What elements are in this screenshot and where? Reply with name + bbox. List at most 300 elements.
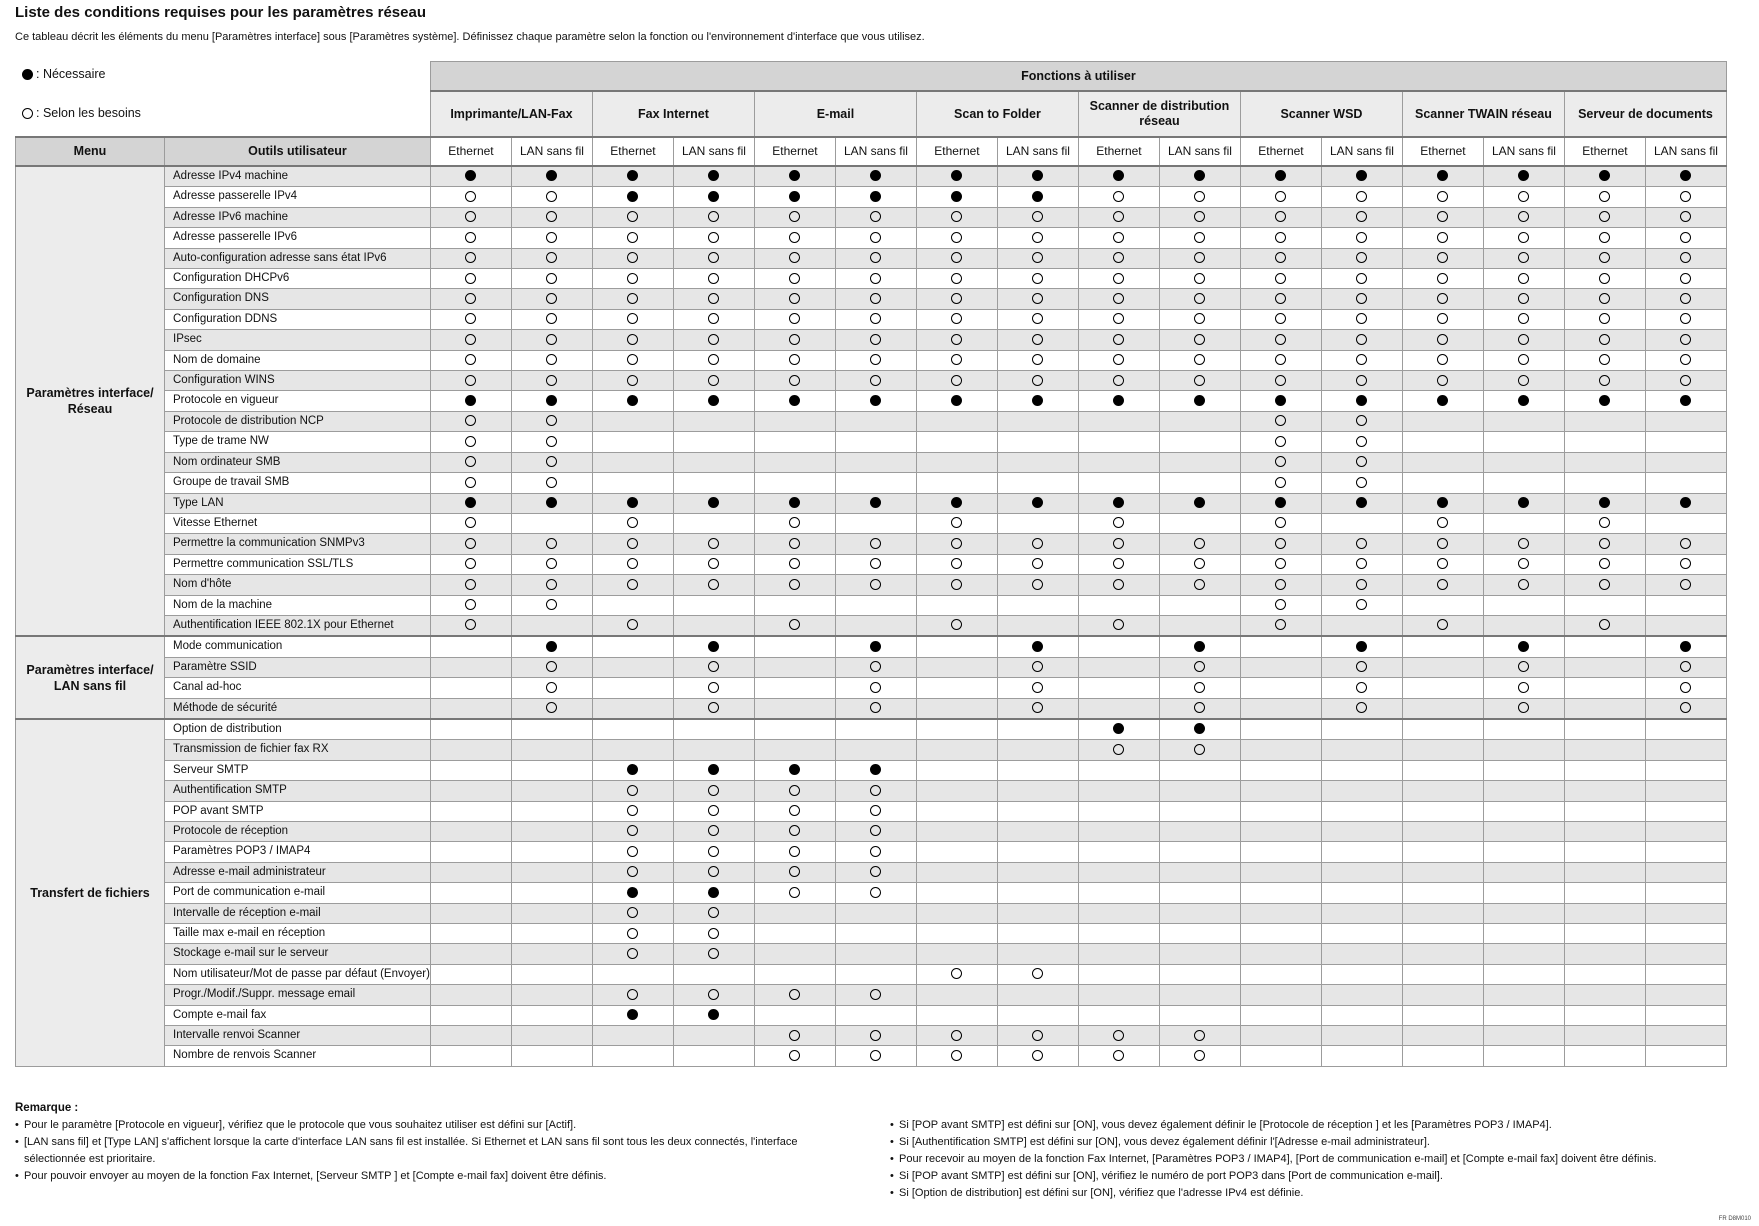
optional-mark-icon	[1356, 232, 1367, 243]
parameter-label: Protocole en vigueur	[165, 391, 431, 411]
value-cell	[511, 575, 592, 595]
required-mark-icon	[1518, 641, 1529, 652]
value-cell	[1564, 166, 1645, 187]
value-cell	[754, 842, 835, 862]
optional-mark-icon	[1194, 558, 1205, 569]
optional-mark-icon	[789, 989, 800, 1000]
value-cell	[1321, 883, 1402, 903]
value-cell	[835, 534, 916, 554]
remark-item: • [LAN sans fil] et [Type LAN] s'affichent lorsque la carte d'interface LAN sans fil est installée. Si Ethernet et LAN sans fil sont tous les deux connectés, l'interface sélectionnée est prioritaire.	[15, 1134, 845, 1168]
parameter-label: Nom ordinateur SMB	[165, 452, 431, 472]
value-cell	[1564, 575, 1645, 595]
required-mark-icon	[1113, 497, 1124, 508]
value-cell	[754, 228, 835, 248]
value-cell	[1321, 985, 1402, 1005]
value-cell	[1645, 760, 1726, 780]
conn-header-ethernet: Ethernet	[430, 137, 511, 166]
parameter-label: Nom de domaine	[165, 350, 431, 370]
value-cell	[1402, 187, 1483, 207]
required-mark-icon	[1518, 395, 1529, 406]
optional-mark-icon	[1194, 744, 1205, 755]
value-cell	[754, 289, 835, 309]
optional-mark-icon	[1194, 702, 1205, 713]
table-row	[16, 554, 1727, 574]
optional-mark-icon	[1518, 252, 1529, 263]
optional-mark-icon	[1194, 232, 1205, 243]
required-mark-icon	[1032, 170, 1043, 181]
value-cell	[835, 493, 916, 513]
optional-mark-icon	[708, 211, 719, 222]
value-cell	[1078, 698, 1159, 719]
optional-mark-icon	[1194, 211, 1205, 222]
value-cell	[1564, 228, 1645, 248]
value-cell	[1078, 309, 1159, 329]
value-cell	[1564, 985, 1645, 1005]
value-cell	[997, 615, 1078, 636]
value-cell	[1078, 1026, 1159, 1046]
value-cell	[754, 493, 835, 513]
required-mark-icon	[789, 191, 800, 202]
value-cell	[754, 554, 835, 574]
value-cell	[835, 801, 916, 821]
value-cell	[1321, 1005, 1402, 1025]
value-cell	[1321, 636, 1402, 657]
optional-mark-icon	[708, 232, 719, 243]
optional-mark-icon	[708, 661, 719, 672]
table-row	[16, 1046, 1727, 1066]
value-cell	[1483, 248, 1564, 268]
value-cell	[430, 309, 511, 329]
value-cell	[997, 842, 1078, 862]
optional-mark-icon	[870, 211, 881, 222]
parameter-label: Nom de la machine	[165, 595, 431, 615]
value-cell	[916, 740, 997, 760]
value-cell	[511, 411, 592, 431]
value-cell	[754, 781, 835, 801]
legend-required-label: : Nécessaire	[36, 67, 106, 81]
value-cell	[1159, 801, 1240, 821]
value-cell	[1564, 636, 1645, 657]
value-cell	[1240, 1026, 1321, 1046]
value-cell	[754, 534, 835, 554]
value-cell	[511, 1026, 592, 1046]
value-cell	[1159, 411, 1240, 431]
conn-header-ethernet: Ethernet	[1078, 137, 1159, 166]
value-cell	[1564, 615, 1645, 636]
value-cell	[916, 452, 997, 472]
value-cell	[835, 350, 916, 370]
required-mark-icon	[789, 170, 800, 181]
optional-mark-icon	[1194, 538, 1205, 549]
value-cell	[997, 1005, 1078, 1025]
table-row	[16, 269, 1727, 289]
optional-mark-icon	[1599, 232, 1610, 243]
optional-mark-icon	[1356, 293, 1367, 304]
required-mark-icon	[1518, 497, 1529, 508]
value-cell	[916, 924, 997, 944]
value-cell	[1402, 371, 1483, 391]
value-cell	[511, 166, 592, 187]
value-cell	[997, 391, 1078, 411]
value-cell	[1402, 534, 1483, 554]
value-cell	[754, 862, 835, 882]
optional-mark-icon	[1194, 661, 1205, 672]
optional-mark-icon	[789, 887, 800, 898]
table-row	[16, 924, 1727, 944]
group-header: Fax Internet	[592, 91, 754, 137]
value-cell	[1078, 883, 1159, 903]
parameter-label: Progr./Modif./Suppr. message email	[165, 985, 431, 1005]
table-row	[16, 166, 1727, 187]
optional-mark-icon	[1518, 375, 1529, 386]
optional-mark-icon	[870, 805, 881, 816]
value-cell	[592, 964, 673, 984]
optional-mark-icon	[708, 293, 719, 304]
value-cell	[1564, 207, 1645, 227]
optional-mark-icon	[1113, 252, 1124, 263]
value-cell	[1159, 391, 1240, 411]
optional-mark-icon	[789, 1030, 800, 1041]
value-cell	[430, 781, 511, 801]
optional-mark-icon	[1680, 538, 1691, 549]
value-cell	[754, 903, 835, 923]
required-mark-icon	[1356, 395, 1367, 406]
optional-mark-icon	[546, 334, 557, 345]
value-cell	[1159, 371, 1240, 391]
value-cell	[511, 903, 592, 923]
value-cell	[835, 760, 916, 780]
optional-mark-icon	[546, 538, 557, 549]
optional-mark-icon	[465, 538, 476, 549]
optional-mark-icon	[789, 825, 800, 836]
parameter-label: Méthode de sécurité	[165, 698, 431, 719]
value-cell	[1321, 822, 1402, 842]
value-cell	[673, 1005, 754, 1025]
required-mark-icon	[708, 887, 719, 898]
value-cell	[835, 371, 916, 391]
optional-mark-icon	[951, 334, 962, 345]
required-mark-icon	[1032, 497, 1043, 508]
value-cell	[592, 944, 673, 964]
value-cell	[1645, 698, 1726, 719]
value-cell	[1240, 698, 1321, 719]
optional-mark-icon	[627, 232, 638, 243]
optional-mark-icon	[870, 989, 881, 1000]
value-cell	[673, 248, 754, 268]
value-cell	[997, 924, 1078, 944]
value-cell	[592, 1046, 673, 1066]
value-cell	[430, 883, 511, 903]
value-cell	[1078, 657, 1159, 677]
value-cell	[1402, 330, 1483, 350]
optional-mark-icon	[870, 313, 881, 324]
value-cell	[1240, 309, 1321, 329]
value-cell	[997, 760, 1078, 780]
value-cell	[1645, 1005, 1726, 1025]
optional-mark-icon	[1680, 293, 1691, 304]
conn-header-wireless: LAN sans fil	[1321, 137, 1402, 166]
optional-mark-icon	[708, 252, 719, 263]
parameter-label: Adresse passerelle IPv6	[165, 228, 431, 248]
value-cell	[835, 166, 916, 187]
remarks-left	[15, 1100, 845, 1185]
optional-mark-icon	[465, 211, 476, 222]
value-cell	[916, 432, 997, 452]
optional-mark-icon	[1113, 313, 1124, 324]
value-cell	[1078, 513, 1159, 533]
value-cell	[1483, 432, 1564, 452]
value-cell	[1240, 760, 1321, 780]
optional-mark-icon	[708, 989, 719, 1000]
tools-header: Outils utilisateur	[165, 137, 431, 166]
value-cell	[916, 534, 997, 554]
group-header: E-mail	[754, 91, 916, 137]
value-cell	[592, 883, 673, 903]
value-cell	[673, 760, 754, 780]
value-cell	[1402, 760, 1483, 780]
value-cell	[511, 924, 592, 944]
value-cell	[997, 698, 1078, 719]
required-mark-icon	[1356, 641, 1367, 652]
optional-mark-icon	[465, 293, 476, 304]
optional-mark-icon	[789, 805, 800, 816]
value-cell	[1078, 391, 1159, 411]
optional-mark-icon	[1599, 579, 1610, 590]
optional-mark-icon	[951, 579, 962, 590]
optional-mark-icon	[627, 866, 638, 877]
value-cell	[511, 781, 592, 801]
remarks-right-list	[890, 1117, 1730, 1202]
value-cell	[754, 615, 835, 636]
value-cell	[673, 944, 754, 964]
value-cell	[1159, 657, 1240, 677]
value-cell	[916, 473, 997, 493]
value-cell	[916, 862, 997, 882]
value-cell	[997, 166, 1078, 187]
value-cell	[916, 371, 997, 391]
value-cell	[1564, 1005, 1645, 1025]
value-cell	[1078, 595, 1159, 615]
optional-mark-icon	[789, 785, 800, 796]
required-mark-icon	[465, 395, 476, 406]
optional-mark-icon	[1356, 538, 1367, 549]
value-cell	[1483, 534, 1564, 554]
optional-mark-icon	[1032, 558, 1043, 569]
value-cell	[1078, 187, 1159, 207]
optional-mark-icon	[1680, 334, 1691, 345]
value-cell	[592, 228, 673, 248]
optional-mark-icon	[951, 232, 962, 243]
optional-mark-icon	[465, 375, 476, 386]
value-cell	[1483, 944, 1564, 964]
remark-item: • Si [POP avant SMTP] est défini sur [ON], vous devez également définir le [Protocole de réception ] et les [Paramètres POP3 / IMAP4].	[890, 1117, 1730, 1134]
conn-header-ethernet: Ethernet	[754, 137, 835, 166]
optional-mark-icon	[546, 682, 557, 693]
value-cell	[1240, 350, 1321, 370]
optional-mark-icon	[1113, 191, 1124, 202]
category-cell: Transfert de fichiers	[16, 719, 165, 1066]
value-cell	[430, 207, 511, 227]
optional-mark-icon	[546, 375, 557, 386]
value-cell	[430, 575, 511, 595]
parameter-label: Taille max e-mail en réception	[165, 924, 431, 944]
table-row	[16, 309, 1727, 329]
required-mark-icon	[1680, 497, 1691, 508]
table-row	[16, 391, 1727, 411]
value-cell	[1159, 760, 1240, 780]
value-cell	[430, 473, 511, 493]
value-cell	[754, 924, 835, 944]
value-cell	[430, 657, 511, 677]
optional-mark-icon	[1113, 293, 1124, 304]
value-cell	[1321, 473, 1402, 493]
value-cell	[835, 513, 916, 533]
value-cell	[1321, 862, 1402, 882]
value-cell	[835, 985, 916, 1005]
value-cell	[1078, 842, 1159, 862]
optional-mark-icon	[546, 354, 557, 365]
value-cell	[1321, 1026, 1402, 1046]
value-cell	[1564, 187, 1645, 207]
table-row	[16, 801, 1727, 821]
value-cell	[1645, 964, 1726, 984]
optional-mark-icon	[1599, 517, 1610, 528]
value-cell	[754, 452, 835, 472]
value-cell	[511, 595, 592, 615]
value-cell	[1483, 289, 1564, 309]
table-row	[16, 371, 1727, 391]
value-cell	[1645, 473, 1726, 493]
parameter-label: Configuration WINS	[165, 371, 431, 391]
value-cell	[430, 1026, 511, 1046]
optional-mark-icon	[1518, 579, 1529, 590]
optional-mark-icon	[708, 682, 719, 693]
required-mark-icon	[1194, 723, 1205, 734]
value-cell	[592, 289, 673, 309]
optional-mark-icon	[1032, 273, 1043, 284]
value-cell	[1240, 534, 1321, 554]
value-cell	[1483, 985, 1564, 1005]
value-cell	[1483, 350, 1564, 370]
value-cell	[997, 883, 1078, 903]
value-cell	[1240, 452, 1321, 472]
optional-mark-icon	[546, 211, 557, 222]
value-cell	[673, 822, 754, 842]
optional-mark-icon	[870, 825, 881, 836]
required-mark-icon	[708, 641, 719, 652]
value-cell	[673, 862, 754, 882]
optional-mark-icon	[627, 948, 638, 959]
requirements-table	[15, 61, 1727, 1067]
optional-mark-icon	[1194, 1050, 1205, 1061]
value-cell	[997, 452, 1078, 472]
value-cell	[511, 187, 592, 207]
value-cell	[1645, 1026, 1726, 1046]
page-title: Liste des conditions requises pour les paramètres réseau	[15, 4, 426, 21]
value-cell	[997, 595, 1078, 615]
optional-mark-icon	[546, 415, 557, 426]
table-row	[16, 411, 1727, 431]
optional-mark-icon	[789, 313, 800, 324]
optional-mark-icon	[627, 313, 638, 324]
parameter-label: Groupe de travail SMB	[165, 473, 431, 493]
required-mark-icon	[708, 1009, 719, 1020]
value-cell	[997, 330, 1078, 350]
value-cell	[673, 678, 754, 698]
value-cell	[430, 371, 511, 391]
value-cell	[1402, 493, 1483, 513]
optional-mark-icon	[627, 805, 638, 816]
required-mark-icon	[870, 191, 881, 202]
optional-mark-icon	[627, 517, 638, 528]
value-cell	[673, 903, 754, 923]
value-cell	[1240, 595, 1321, 615]
optional-mark-icon	[708, 948, 719, 959]
optional-mark-icon	[627, 785, 638, 796]
required-mark-icon	[627, 1009, 638, 1020]
value-cell	[673, 740, 754, 760]
required-mark-icon	[1194, 170, 1205, 181]
value-cell	[673, 411, 754, 431]
value-cell	[1078, 289, 1159, 309]
value-cell	[754, 350, 835, 370]
value-cell	[1564, 924, 1645, 944]
value-cell	[1078, 330, 1159, 350]
value-cell	[1645, 719, 1726, 740]
value-cell	[835, 822, 916, 842]
value-cell	[1078, 924, 1159, 944]
conn-header-ethernet: Ethernet	[1564, 137, 1645, 166]
value-cell	[511, 1005, 592, 1025]
optional-mark-icon	[789, 619, 800, 630]
value-cell	[1159, 740, 1240, 760]
value-cell	[916, 248, 997, 268]
optional-mark-icon	[1113, 558, 1124, 569]
value-cell	[1483, 411, 1564, 431]
value-cell	[511, 842, 592, 862]
value-cell	[916, 207, 997, 227]
optional-mark-icon	[1275, 232, 1286, 243]
optional-mark-icon	[1599, 619, 1610, 630]
optional-mark-icon	[465, 477, 476, 488]
required-mark-icon	[870, 170, 881, 181]
value-cell	[997, 636, 1078, 657]
conn-header-wireless: LAN sans fil	[511, 137, 592, 166]
value-cell	[1321, 371, 1402, 391]
parameter-label: Type LAN	[165, 493, 431, 513]
value-cell	[835, 883, 916, 903]
optional-mark-icon	[546, 273, 557, 284]
optional-mark-icon	[546, 191, 557, 202]
value-cell	[997, 513, 1078, 533]
optional-mark-icon	[465, 273, 476, 284]
optional-mark-icon	[1275, 334, 1286, 345]
value-cell	[835, 698, 916, 719]
value-cell	[1483, 166, 1564, 187]
value-cell	[1402, 842, 1483, 862]
optional-mark-icon	[1275, 191, 1286, 202]
value-cell	[1078, 615, 1159, 636]
value-cell	[916, 411, 997, 431]
value-cell	[997, 207, 1078, 227]
value-cell	[916, 657, 997, 677]
value-cell	[430, 944, 511, 964]
value-cell	[592, 698, 673, 719]
optional-mark-icon	[870, 293, 881, 304]
value-cell	[1402, 740, 1483, 760]
value-cell	[835, 740, 916, 760]
value-cell	[1240, 330, 1321, 350]
